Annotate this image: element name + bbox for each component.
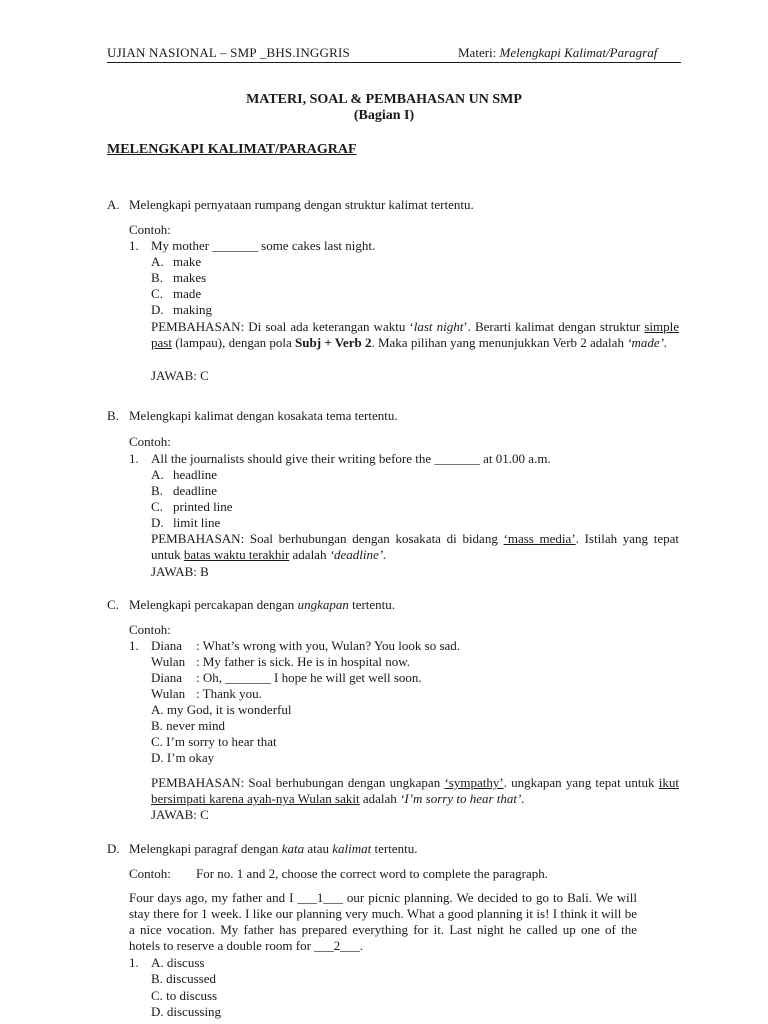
dialogue-speaker: Wulan bbox=[151, 654, 186, 669]
section-a-option-letter: A. bbox=[151, 254, 164, 269]
section-b-option-letter: C. bbox=[151, 499, 163, 514]
section-a-option-text: make bbox=[173, 254, 202, 269]
header-materi-label: Materi: bbox=[458, 45, 497, 60]
section-a-jawab: JAWAB: C bbox=[151, 368, 209, 383]
section-a-pembahasan: PEMBAHASAN: Di soal ada keterangan waktu ‘last night’. Berarti kalimat dengan struktur simple past (lampau), dengan pola Subj + Verb 2. Maka pilihan yang menunjukkan Verb 2 adalah ‘made’. bbox=[151, 319, 680, 350]
dialogue-line bbox=[151, 686, 262, 702]
section-d-option: D. discussing bbox=[151, 1004, 222, 1019]
section-c-question-number: 1. bbox=[129, 638, 139, 653]
section-d-letter: D. bbox=[107, 841, 120, 856]
section-d-heading: Melengkapi paragraf dengan kata atau kalimat tertentu. bbox=[129, 841, 418, 856]
section-c-option: A. my God, it is wonderful bbox=[151, 702, 292, 717]
section-b-option-text: deadline bbox=[173, 483, 218, 498]
dialogue-line bbox=[151, 670, 422, 686]
section-b-contoh: Contoh: bbox=[129, 434, 171, 449]
dialogue-text: : Oh, _______ I hope he will get well soon. bbox=[196, 670, 422, 685]
dialogue-line bbox=[151, 654, 410, 670]
section-c-contoh: Contoh: bbox=[129, 622, 171, 637]
header-divider bbox=[107, 62, 681, 63]
dialogue-text: : What’s wrong with you, Wulan? You look so sad. bbox=[196, 638, 461, 653]
section-d-option: B. discussed bbox=[151, 971, 216, 986]
section-c-jawab: JAWAB: C bbox=[151, 807, 209, 822]
section-b-option-letter: A. bbox=[151, 467, 164, 482]
header-right-text bbox=[458, 45, 657, 61]
page-title: MATERI, SOAL & PEMBAHASAN UN SMP bbox=[246, 92, 522, 107]
section-b-option-letter: D. bbox=[151, 515, 164, 530]
section-b-letter: B. bbox=[107, 408, 119, 423]
dialogue-text: : Thank you. bbox=[196, 686, 262, 701]
dialogue-text: : My father is sick. He is in hospital now. bbox=[196, 654, 410, 669]
section-a-option-text: makes bbox=[173, 270, 207, 285]
section-b-option-text: headline bbox=[173, 467, 218, 482]
header-left-text: UJIAN NASIONAL – SMP _BHS.INGGRIS bbox=[107, 45, 350, 60]
section-c-option: D. I’m okay bbox=[151, 750, 215, 765]
section-c-heading: Melengkapi percakapan dengan ungkapan tertentu. bbox=[129, 597, 396, 612]
section-a-contoh: Contoh: bbox=[129, 222, 171, 237]
section-b-heading: Melengkapi kalimat dengan kosakata tema tertentu. bbox=[129, 408, 398, 423]
section-d-instruction: For no. 1 and 2, choose the correct word to complete the paragraph. bbox=[196, 866, 548, 881]
section-a-option-text: making bbox=[173, 302, 212, 317]
section-b-pembahasan: PEMBAHASAN: Soal berhubungan dengan kosakata di bidang ‘mass media’. Istilah yang tepat untuk batas waktu terakhir adalah ‘deadline’. bbox=[151, 531, 680, 562]
section-b-option-text: limit line bbox=[173, 515, 221, 530]
section-d-question-number: 1. bbox=[129, 955, 139, 970]
page-subtitle: (Bagian I) bbox=[353, 108, 415, 123]
section-c-option: B. never mind bbox=[151, 718, 226, 733]
dialogue-speaker: Diana bbox=[151, 638, 183, 653]
section-b-question-number: 1. bbox=[129, 451, 139, 466]
section-a-option-text: made bbox=[173, 286, 202, 301]
section-b-jawab: JAWAB: B bbox=[151, 564, 209, 579]
section-c-letter: C. bbox=[107, 597, 119, 612]
section-a-letter: A. bbox=[107, 197, 120, 212]
topic-heading: MELENGKAPI KALIMAT/PARAGRAF bbox=[107, 142, 357, 157]
dialogue-speaker: Wulan bbox=[151, 686, 186, 701]
section-d-option: A. discuss bbox=[151, 955, 205, 970]
section-a-heading: Melengkapi pernyataan rumpang dengan struktur kalimat tertentu. bbox=[129, 197, 474, 212]
dialogue-speaker: Diana bbox=[151, 670, 183, 685]
section-b-option-text: printed line bbox=[173, 499, 233, 514]
section-d-paragraph: Four days ago, my father and I ___1___ our picnic planning. We decided to go to Bali. We will stay there for 1 week. I like our planning very much. What a good planning it is! I think it will be a nice vocation. My father has prepared everything for it. Last night he called up one of the hotels to reserve a double room for ___2___. bbox=[129, 890, 637, 953]
section-a-option-letter: C. bbox=[151, 286, 163, 301]
section-a-question-number: 1. bbox=[129, 238, 139, 253]
section-a-option-letter: B. bbox=[151, 270, 163, 285]
section-a-question: My mother _______ some cakes last night. bbox=[151, 238, 376, 253]
section-d-contoh: Contoh: bbox=[129, 866, 171, 881]
section-c-option: C. I’m sorry to hear that bbox=[151, 734, 277, 749]
section-b-question: All the journalists should give their writing before the _______ at 01.00 a.m. bbox=[151, 451, 551, 466]
section-d-option: C. to discuss bbox=[151, 988, 218, 1003]
dialogue-line bbox=[151, 638, 460, 654]
section-a-option-letter: D. bbox=[151, 302, 164, 317]
section-b-option-letter: B. bbox=[151, 483, 163, 498]
header-materi-value: Melengkapi Kalimat/Paragraf bbox=[499, 45, 658, 60]
section-c-pembahasan: PEMBAHASAN: Soal berhubungan dengan ungkapan ‘sympathy’. ungkapan yang tepat untuk ikut bersimpati karena ayah-nya Wulan sakit adalah ‘I’m sorry to hear that’. bbox=[151, 775, 680, 806]
